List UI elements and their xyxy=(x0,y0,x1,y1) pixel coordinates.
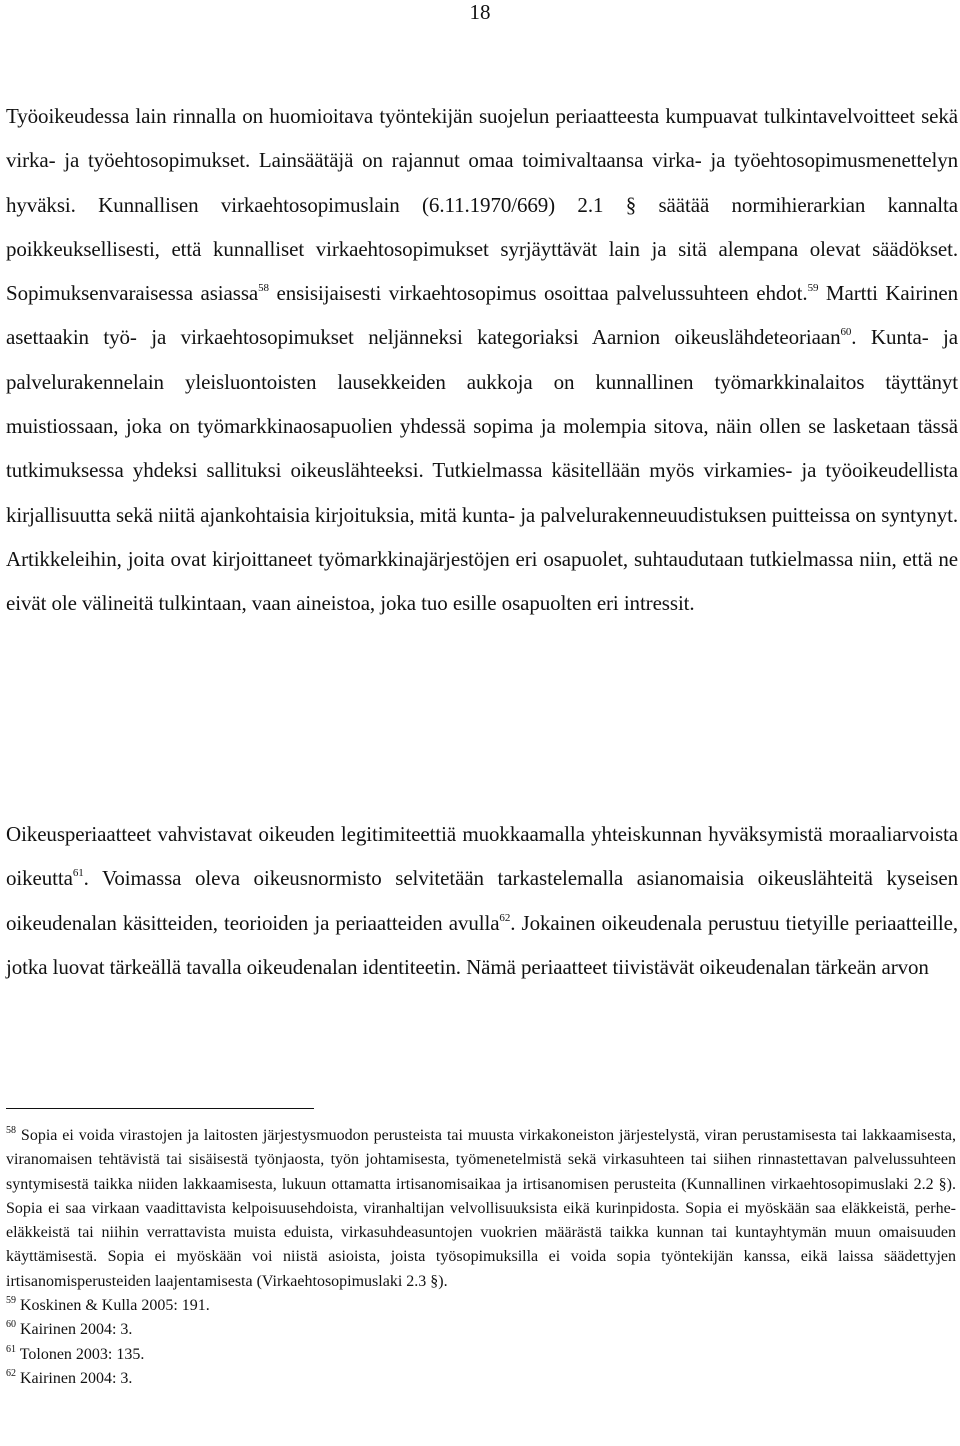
text-run: Oikeusperiaatteet vahvistavat oikeuden legitimiteettiä muokkaamalla yhteiskunnan hyväksymistä moraaliarvoista oikeutta xyxy=(6,822,958,891)
footnote-60 xyxy=(6,1318,956,1342)
footnote-61 xyxy=(6,1343,956,1367)
footnote-separator xyxy=(6,1108,314,1109)
footnote-number: 62 xyxy=(6,1367,16,1379)
footnote-62 xyxy=(6,1367,956,1391)
footnote-number: 58 xyxy=(6,1125,16,1136)
text-run: . Jokainen oikeudenala perustuu tietyille periaatteille, jotka luovat tärkeällä tavalla oikeudenalan identiteetin. Nämä periaatteet tiivistävät oikeudenalan tärkeän arvon xyxy=(6,910,959,979)
body-paragraph-2 xyxy=(6,812,958,989)
footnote-text: Sopia ei voida virastojen ja laitosten järjestysmuodon perusteista tai muusta virkakoneiston järjestelystä, viran perustamisesta tai lakkaamisesta, viranomaisen tehtävistä tai sisäisestä työnjaosta, työn johtamisesta, työmenetelmistä sekä virkasuhteen tai siihen rinnastettavan palvelussuhteen syntymisestä taikka niiden lakkaamisesta, lukuun ottamatta irtisanomisaikaa ja irtisanomisen perusteita (Kunnallinen virkaehtosopimuslaki 2.2 §). Sopia ei saa virkaan vaadittavista kelpoisuusehdoista, viranhaltijan velvollisuuksista eikä kurinpidosta. Sopia ei myöskään saa eläkkeistä, perhe-eläkkeistä tai niihin verrattavista muista eduista, virkasuhdeasuntojen vuokrien määrästä taikka kunnan tai kuntayhtymän muun omaisuuden käyttämisestä. Sopia ei myöskään voi niistä asioista, joista työsopimuksilla ei voida sopia työntekijän kanssa, eikä laissa säädettyjen irtisanomisperusteiden laajentamisesta (Virkaehtosopimuslaki 2.3 §). xyxy=(6,1127,956,1290)
footnote-58 xyxy=(6,1124,956,1294)
body-paragraph-1 xyxy=(6,94,958,626)
footnote-59 xyxy=(6,1294,956,1318)
footnote-text: Tolonen 2003: 135. xyxy=(16,1345,145,1363)
footnote-reference[interactable]: 58 xyxy=(258,282,269,295)
footnote-number: 61 xyxy=(6,1343,16,1355)
footnote-reference[interactable]: 61 xyxy=(72,867,84,880)
text-run: ensisijaisesti virkaehtosopimus osoittaa palvelussuhteen ehdot. xyxy=(268,281,808,306)
text-run: Martti Kairinen asettaakin työ- ja virkaehtosopimukset neljänneksi kategoriaksi Aarnion oikeuslähdeteoriaan xyxy=(6,281,959,350)
footnotes-section xyxy=(6,1124,956,1391)
footnote-text: Kairinen 2004: 3. xyxy=(16,1321,133,1339)
text-run: Työoikeudessa lain rinnalla on huomioitava työntekijän suojelun periaatteesta kumpuavat tulkintavelvoitteet sekä virka- ja työehtosopimukset. Lainsäätäjä on rajannut omaa toimivaltaansa virka- ja työehtosopimusmenettelyn hyväksi. Kunnallisen virkaehtosopimuslain (6.11.1970/669) 2.1 § säätää normihierarkian kannalta poikkeuksellisesti, että kunnalliset virkaehtosopimukset syrjäyttävät lain ja sitä alempana olevat säädökset. Sopimuksenvaraisessa asiassa xyxy=(6,104,958,306)
text-run: . Voimassa oleva oikeusnormisto selvitetään tarkastelemalla asianomaisia oikeuslähteitä kyseisen oikeudenalan käsitteiden, teorioiden ja periaatteiden avulla xyxy=(6,866,958,935)
footnote-reference[interactable]: 59 xyxy=(807,282,819,295)
page-number: 18 xyxy=(469,0,491,24)
footnote-text: Kairinen 2004: 3. xyxy=(16,1369,133,1387)
footnote-reference[interactable]: 60 xyxy=(840,326,852,339)
footnote-number: 59 xyxy=(6,1295,16,1307)
text-run: . Kunta- ja palvelurakennelain yleisluontoisten lausekkeiden aukkoja on kunnallinen työmarkkinalaitos täyttänyt muistiossaan, joka on työmarkkinaosapuolien yhdessä sopima ja molempia sitova, näin ollen se lasketaan tässä tutkimuksessa yhdeksi sallituksi oikeuslähteeksi. Tutkielmassa käsitellään myös virkamies- ja työoikeudellista kirjallisuutta sekä niitä ajankohtaisia kirjoituksia, mitä kunta- ja palvelurakenneuudistuksen puitteissa on syntynyt. Artikkeleihin, joita ovat kirjoittaneet työmarkkinajärjestöjen eri osapuolet, suhtaudutaan tutkielmassa niin, että ne eivät ole välineitä tulkintaan, vaan aineistoa, joka tuo esille osapuolten eri intressit. xyxy=(6,325,959,616)
footnote-reference[interactable]: 62 xyxy=(499,911,511,924)
footnote-number: 60 xyxy=(6,1319,16,1331)
footnote-text: Koskinen & Kulla 2005: 191. xyxy=(16,1297,210,1315)
